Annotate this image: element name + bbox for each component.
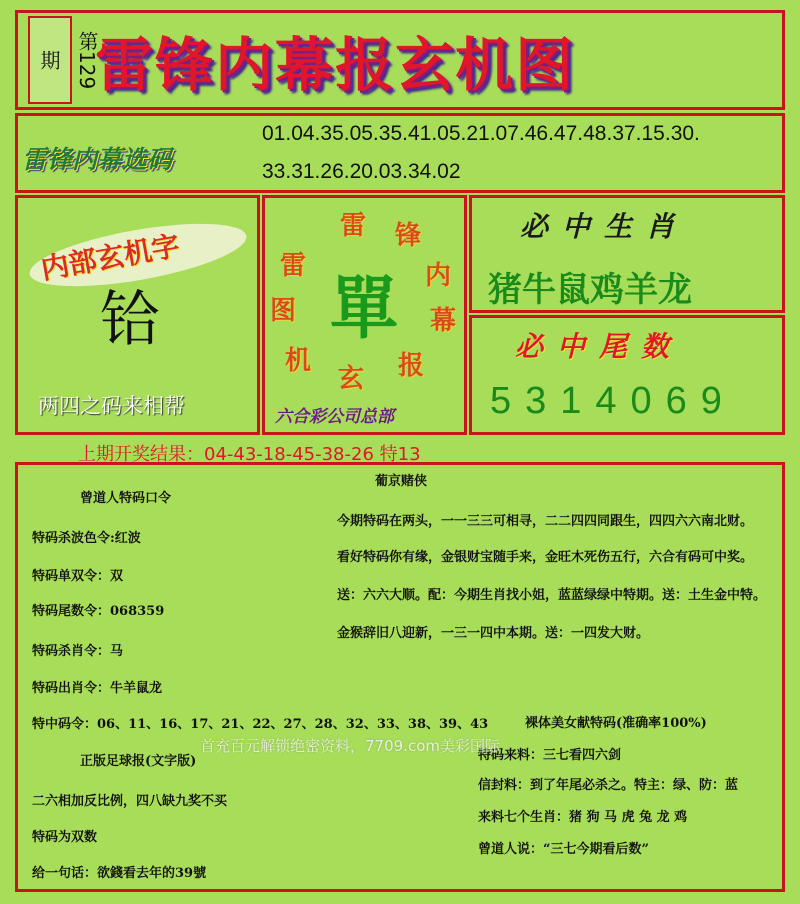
page-title [95, 18, 715, 104]
right-line: 今期特码在两头，一一三三可相寻，二二四四同跟生，四四六六南北财。 [337, 514, 754, 529]
ring-char: 机 [285, 346, 312, 376]
title-char: 幕 [275, 31, 334, 99]
football-heading: 正版足球报(文字版) [80, 754, 197, 769]
selection-numbers-line1: 01.04.35.05.35.41.05.21.07.46.47.48.37.15.30. [262, 122, 700, 145]
football-item: 特码为双数 [32, 830, 98, 845]
right-heading: 葡京赌侠 [375, 474, 428, 489]
ring-char: 雷 [340, 211, 367, 241]
mystery-word-label: 内部玄机字 [38, 229, 183, 286]
right-line: 看好特码你有缘，金银财宝随手来，金旺木死伤五行，六合有码可中奖。 [337, 550, 754, 565]
beauty-line: 来料七个生肖：猪 狗 马 虎 兔 龙 鸡 [478, 810, 688, 825]
tail-digits: 5314069 [490, 380, 736, 422]
center-footer: 六合彩公司总部 [275, 407, 394, 427]
football-item: 给一句话：欲錢看去年的39號 [32, 866, 207, 881]
beauty-line: 曾道人说：“三七今期看后数” [478, 842, 649, 857]
ring-char: 内 [425, 261, 452, 291]
left-item: 特码杀波色令:红波 [32, 531, 141, 546]
watermark: 首充百元解锁绝密资料，7709.com美彩国际 [200, 737, 500, 755]
title-char: 内 [215, 31, 274, 99]
beauty-heading: 裸体美女献特码(准确率100%) [525, 716, 707, 731]
issue-label-box [28, 16, 99, 104]
title-char: 图 [515, 31, 574, 99]
title-char: 玄 [395, 31, 454, 99]
selection-label: 雷锋内幕选码 [22, 145, 173, 174]
right-line: 金猴辞旧八迎新，一三一四中本期。送：一四发大财。 [337, 626, 650, 641]
center-main-char: 單 [330, 270, 399, 349]
left-item: 特码尾数令：068359 [32, 604, 165, 619]
beauty-line: 特码来料：三七看四六剑 [478, 748, 622, 763]
ring-char: 玄 [338, 364, 365, 394]
tail-label: 必中尾数 [515, 330, 684, 363]
left-heading: 曾道人特码口令 [80, 491, 172, 506]
left-item: 特码单双令：双 [32, 569, 124, 584]
left-item: 特码杀肖令：马 [32, 644, 124, 659]
football-item: 二六相加反比例，四八缺九奖不买 [32, 794, 228, 809]
issue-label: 第129期 [37, 30, 99, 90]
selection-numbers-line2: 33.31.26.20.03.34.02 [262, 160, 461, 183]
title-char: 报 [335, 31, 394, 99]
last-result: 上期开奖结果：04-43-18-45-38-26 特13 [78, 444, 421, 465]
left-item: 特码出肖令：牛羊鼠龙 [32, 681, 163, 696]
ring-char: 图 [270, 296, 297, 326]
title-char: 雷 [95, 31, 154, 99]
beauty-line: 信封料：到了年尾必杀之。特主：绿、防：蓝 [478, 778, 739, 793]
right-line: 送：六六大顺。配：今期生肖找小姐，蓝蓝绿绿中特期。送：土生金中特。 [337, 588, 767, 603]
left-item: 特中码令：06、11、16、17、21、22、27、28、32、33、38、39、43 [32, 717, 489, 732]
zodiac-animals: 猪牛鼠鸡羊龙 [488, 270, 692, 310]
mystery-hint: 两四之码来相帮 [38, 394, 185, 418]
ring-char: 报 [398, 351, 425, 381]
title-char: 锋 [155, 31, 214, 99]
ring-char: 锋 [395, 221, 422, 251]
zodiac-label: 必中生肖 [520, 210, 689, 243]
ring-char: 幕 [430, 306, 457, 336]
mystery-character: 铪 [100, 285, 160, 355]
title-char: 机 [455, 31, 514, 99]
ring-char: 雷 [280, 251, 307, 281]
